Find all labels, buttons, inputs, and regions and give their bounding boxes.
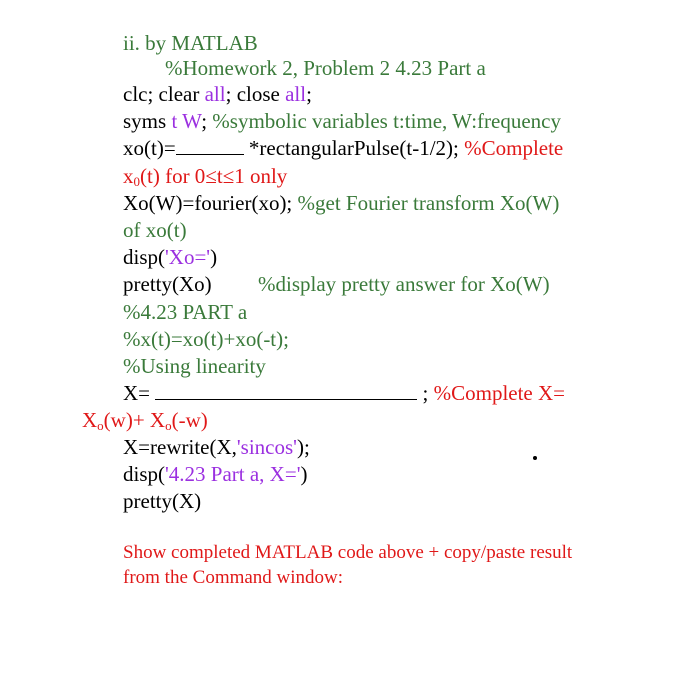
code-line-clc: clc; clear all; close all; <box>123 82 312 106</box>
instructions-line-2: from the Command window: <box>123 567 344 588</box>
code-line-xo: xo(t)= *rectangularPulse(t-1/2); %Complete <box>123 136 564 160</box>
instructions-line-1: Show completed MATLAB code above + copy/paste result <box>123 542 573 563</box>
comment-linearity: %Using linearity <box>123 354 266 378</box>
code-line-X: X= ; %Complete X= <box>123 381 566 405</box>
code-line-disp-X: disp('4.23 Part a, X=') <box>123 462 308 486</box>
section-heading: ii. by MATLAB <box>123 31 258 55</box>
code-line-pretty-X: pretty(X) <box>123 489 202 513</box>
stray-dot <box>533 456 537 460</box>
comment-part: %4.23 PART a <box>123 300 248 324</box>
code-line-rewrite: X=rewrite(X,'sincos'); <box>123 435 310 459</box>
comment-x-definition: %x(t)=xo(t)+xo(-t); <box>123 327 289 351</box>
code-line-fourier: Xo(W)=fourier(xo); %get Fourier transform Xo(W) <box>123 191 560 215</box>
code-line-X-continued: $X_o(w)+ X_o(-w)$ <box>82 408 208 433</box>
xo-answer-blank[interactable] <box>176 136 244 155</box>
code-line-disp-xo: disp('Xo=') <box>123 245 218 269</box>
code-line-xo-continued: $x_0(t)$ for 0≤t≤1 only <box>123 164 288 189</box>
comment-homework: %Homework 2, Problem 2 4.23 Part a <box>165 56 486 80</box>
code-line-pretty-xo: pretty(Xo) %display pretty answer for Xo(W) <box>123 272 550 296</box>
code-line-syms: syms t W; %symbolic variables t:time, W:frequency <box>123 109 562 133</box>
code-line-fourier-continued: of xo(t) <box>123 218 187 242</box>
X-answer-blank[interactable] <box>155 381 417 400</box>
